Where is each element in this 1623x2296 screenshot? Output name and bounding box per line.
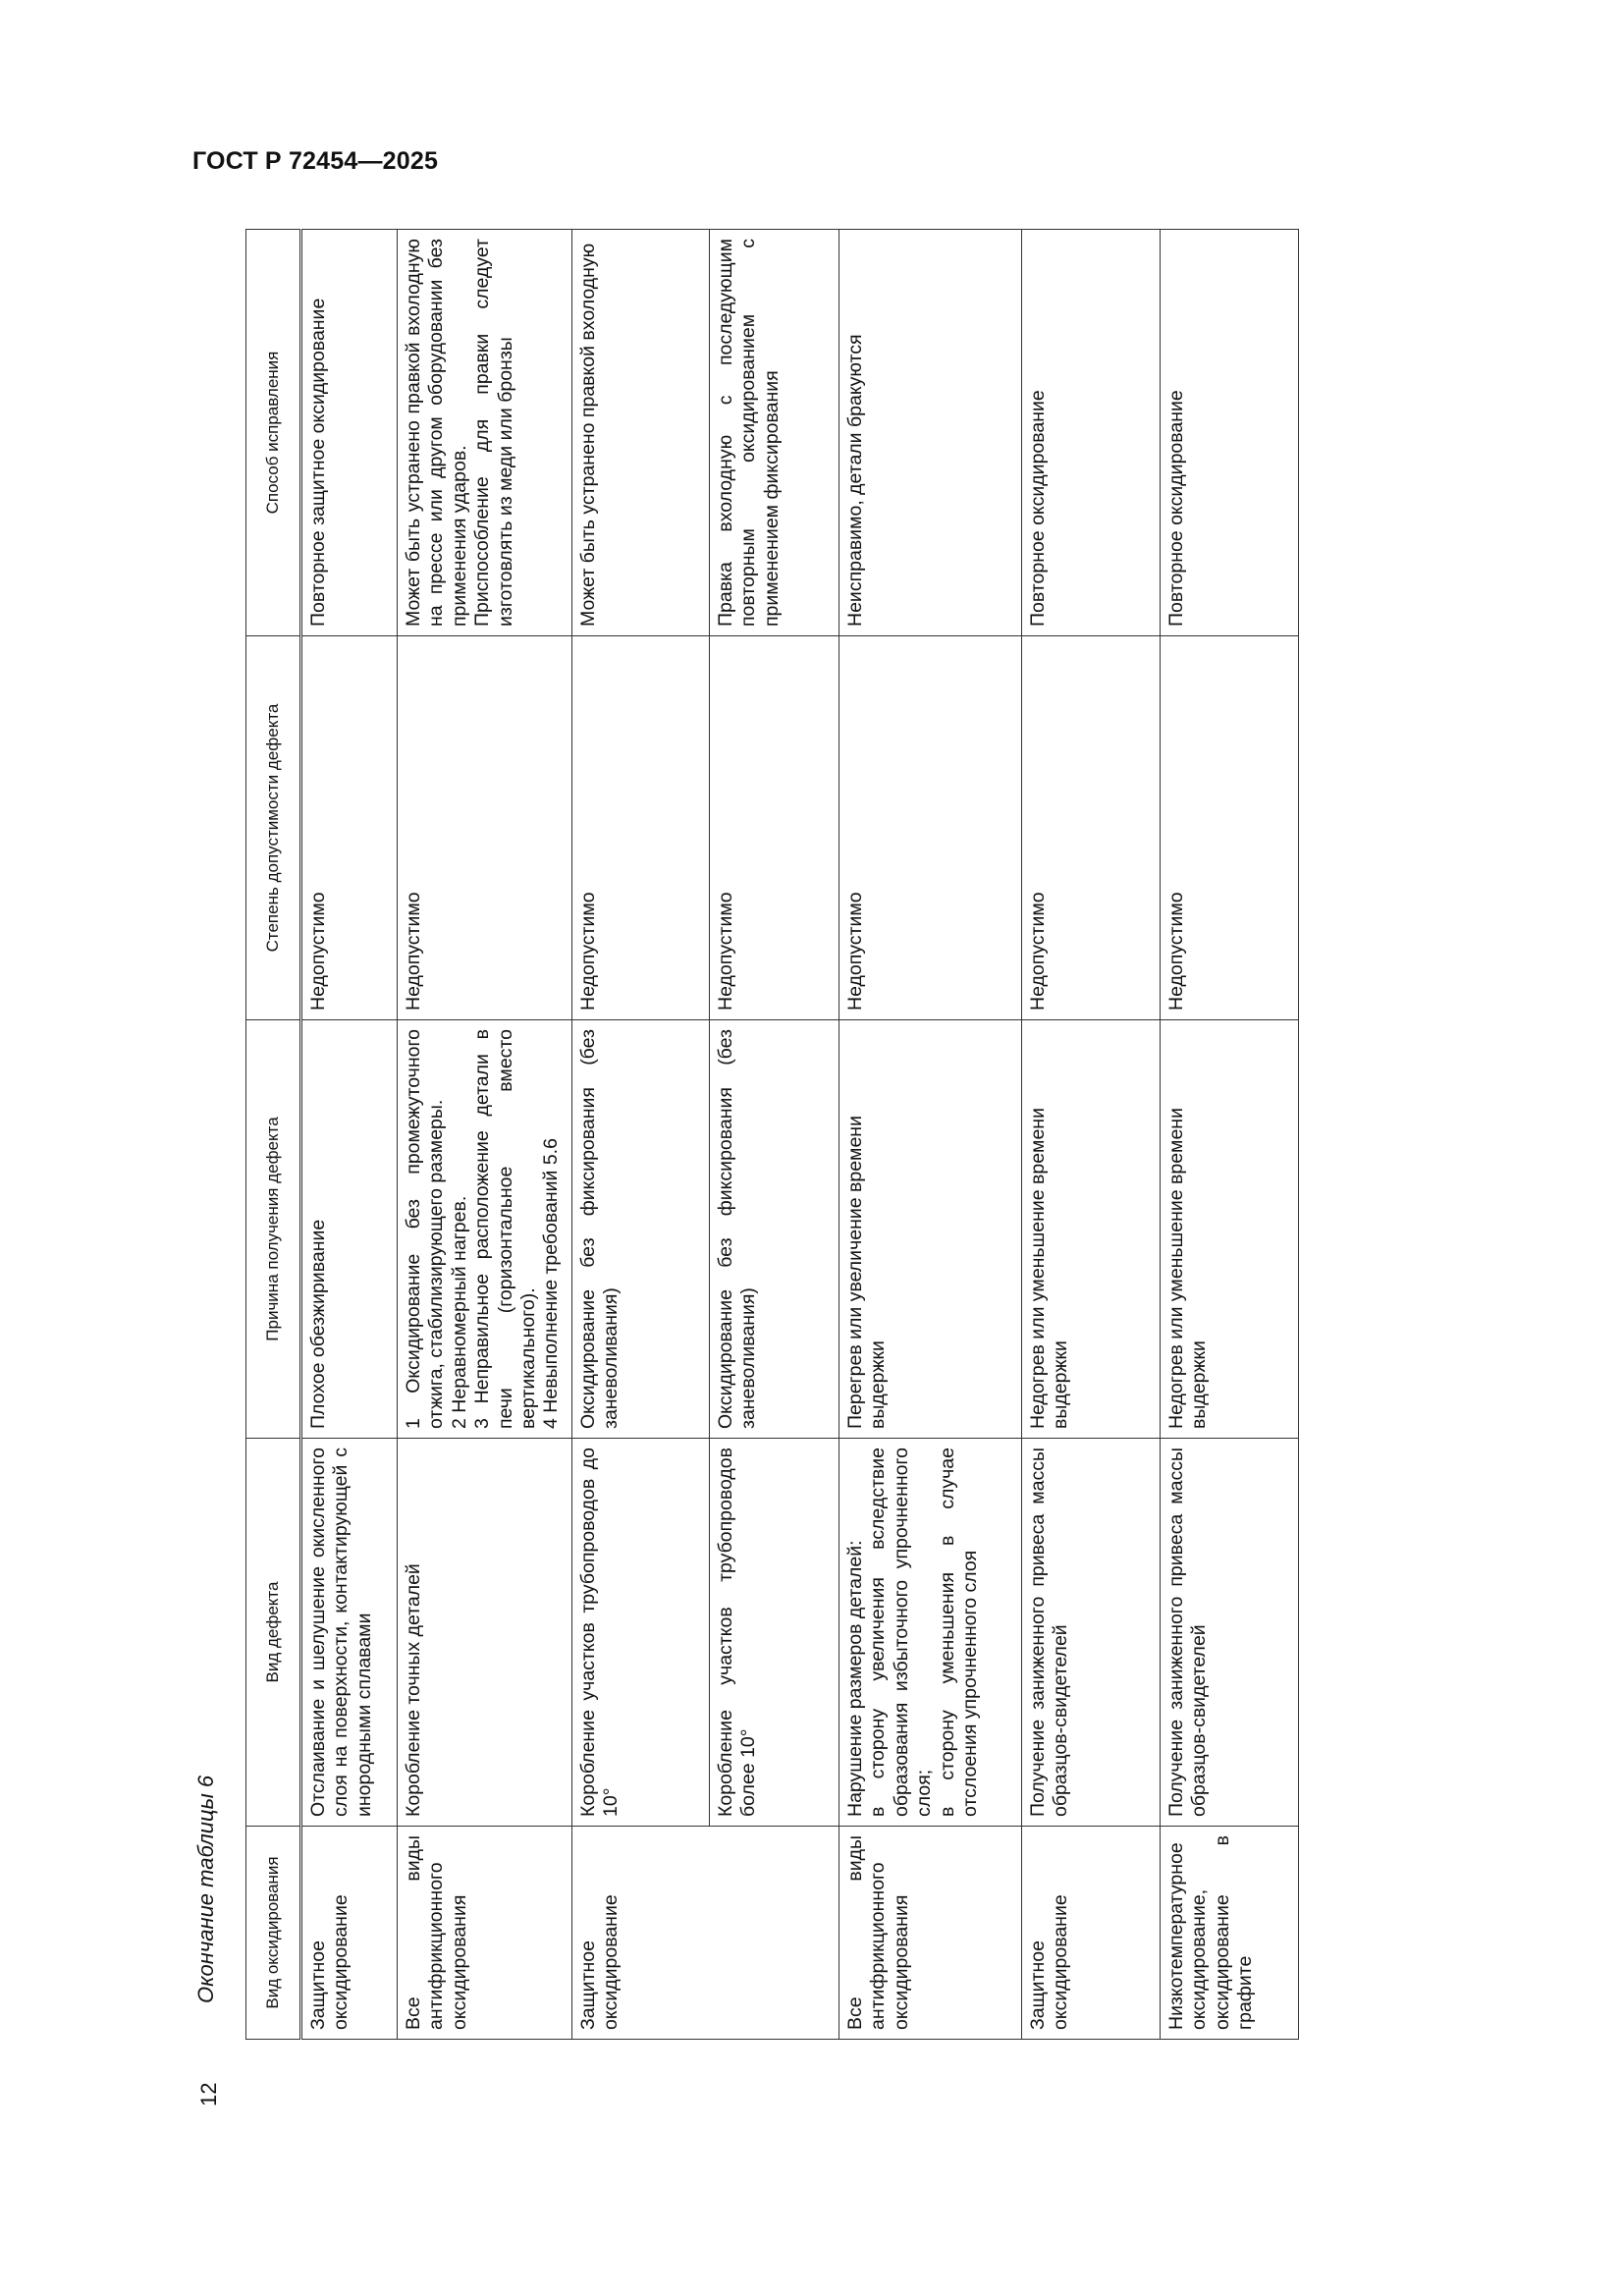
cell-fix: Неисправимо, детали бракуются: [839, 230, 1022, 636]
cell-oxidation-type: Защитное оксидирование: [1022, 1827, 1161, 2040]
cell-cause: Недогрев или уменьшение времени выдержки: [1161, 1020, 1299, 1439]
cell-cause: [398, 1020, 572, 1439]
col-header-degree: Степень допустимости дефекта: [246, 636, 301, 1020]
table-row: [398, 230, 572, 2040]
cell-oxidation-type: Низкотемпературное оксидирование, оксидирование в графите: [1161, 1827, 1299, 2040]
cell-degree: Недопустимо: [572, 636, 710, 1020]
col-header-oxidation-type: Вид оксидирования: [246, 1827, 301, 2040]
cell-defect-type: Отслаивание и шелушение окисленного слоя на поверхности, контактирующей с инородными сплавами: [301, 1439, 398, 1827]
cell-degree: Недопустимо: [1022, 636, 1161, 1020]
fix-line: Может быть устранено правкой вхолодную на прессе или другом оборудовании без применения ударов.: [403, 239, 470, 627]
cell-fix: Повторное оксидирование: [1161, 230, 1299, 636]
cell-degree: Недопустимо: [301, 636, 398, 1020]
col-header-fix: Способ исправления: [246, 230, 301, 636]
cell-defect-type: Коробление участков трубопроводов более 10°: [710, 1439, 839, 1827]
cause-line: 2 Неравномерный нагрев.: [448, 1195, 470, 1429]
cause-line: 3 Неправильное расположение детали в печи (горизонтальное вместо вертикального).: [471, 1029, 539, 1429]
cell-oxidation-type: Все виды антифрикционного оксидирования: [398, 1827, 572, 2040]
cell-degree: Недопустимо: [710, 636, 839, 1020]
cause-line: 4 Невыполнение требований 5.6: [540, 1138, 563, 1429]
defect-line: Нарушение размеров деталей:: [844, 1540, 866, 1817]
cell-oxidation-type: Защитное оксидирование: [572, 1827, 839, 2040]
table-row: [710, 230, 839, 2040]
cause-line: 1 Оксидирование без промежуточного отжига, стабилизирующего размеры.: [403, 1029, 448, 1429]
table-row: [572, 230, 710, 2040]
col-header-defect-type: Вид дефекта: [246, 1439, 301, 1827]
cell-cause: Оксидирование без фиксирования (без заневоливания): [710, 1020, 839, 1439]
table-row: [1022, 230, 1161, 2040]
cell-fix: Может быть устранено правкой вхолодную: [572, 230, 710, 636]
table-row: [839, 230, 1022, 2040]
fix-line: Приспособление для правки следует изготовлять из меди или бронзы: [471, 239, 516, 627]
page-number: 12: [196, 2082, 221, 2106]
cell-cause: Плохое обезжиривание: [301, 1020, 398, 1439]
cell-cause: Недогрев или уменьшение времени выдержки: [1022, 1020, 1161, 1439]
document-header: ГОСТ Р 72454—2025: [192, 147, 439, 175]
table-container: [245, 0, 1299, 2040]
defect-line: в сторону уменьшения в случае отслоения упрочненного слоя: [936, 1448, 981, 1817]
page-number-container: [196, 0, 222, 2106]
cell-cause: Перегрев или увеличение времени выдержки: [839, 1020, 1022, 1439]
cell-fix: Правка вхолодную с последующим повторным оксидированием с применением фиксирования: [710, 230, 839, 636]
table-row: [301, 230, 398, 2040]
defects-table: [245, 229, 1299, 2040]
cell-degree: Недопустимо: [839, 636, 1022, 1020]
table-row: [1161, 230, 1299, 2040]
cell-fix: [398, 230, 572, 636]
cell-oxidation-type: Все виды антифрикционного оксидирования: [839, 1827, 1022, 2040]
cell-degree: Недопустимо: [398, 636, 572, 1020]
table-caption: Окончание таблицы 6: [193, 1775, 218, 2003]
cell-fix: Повторное оксидирование: [1022, 230, 1161, 636]
cell-defect-type: Получение заниженного привеса массы образцов-свидетелей: [1022, 1439, 1161, 1827]
defect-line: в сторону увеличения вследствие образования избыточного упрочненного слоя;: [867, 1448, 936, 1817]
cell-fix: Повторное защитное оксидирование: [301, 230, 398, 636]
cell-degree: Недопустимо: [1161, 636, 1299, 1020]
col-header-cause: Причина получения дефекта: [246, 1020, 301, 1439]
table-header-row: [246, 230, 301, 2040]
cell-defect-type: Коробление участков трубопроводов до 10°: [572, 1439, 710, 1827]
cell-oxidation-type: Защитное оксидирование: [301, 1827, 398, 2040]
cell-cause: Оксидирование без фиксирования (без заневоливания): [572, 1020, 710, 1439]
cell-defect-type: Коробление точных деталей: [398, 1439, 572, 1827]
cell-defect-type: Получение заниженного привеса массы образцов-свидетелей: [1161, 1439, 1299, 1827]
cell-defect-type: [839, 1439, 1022, 1827]
